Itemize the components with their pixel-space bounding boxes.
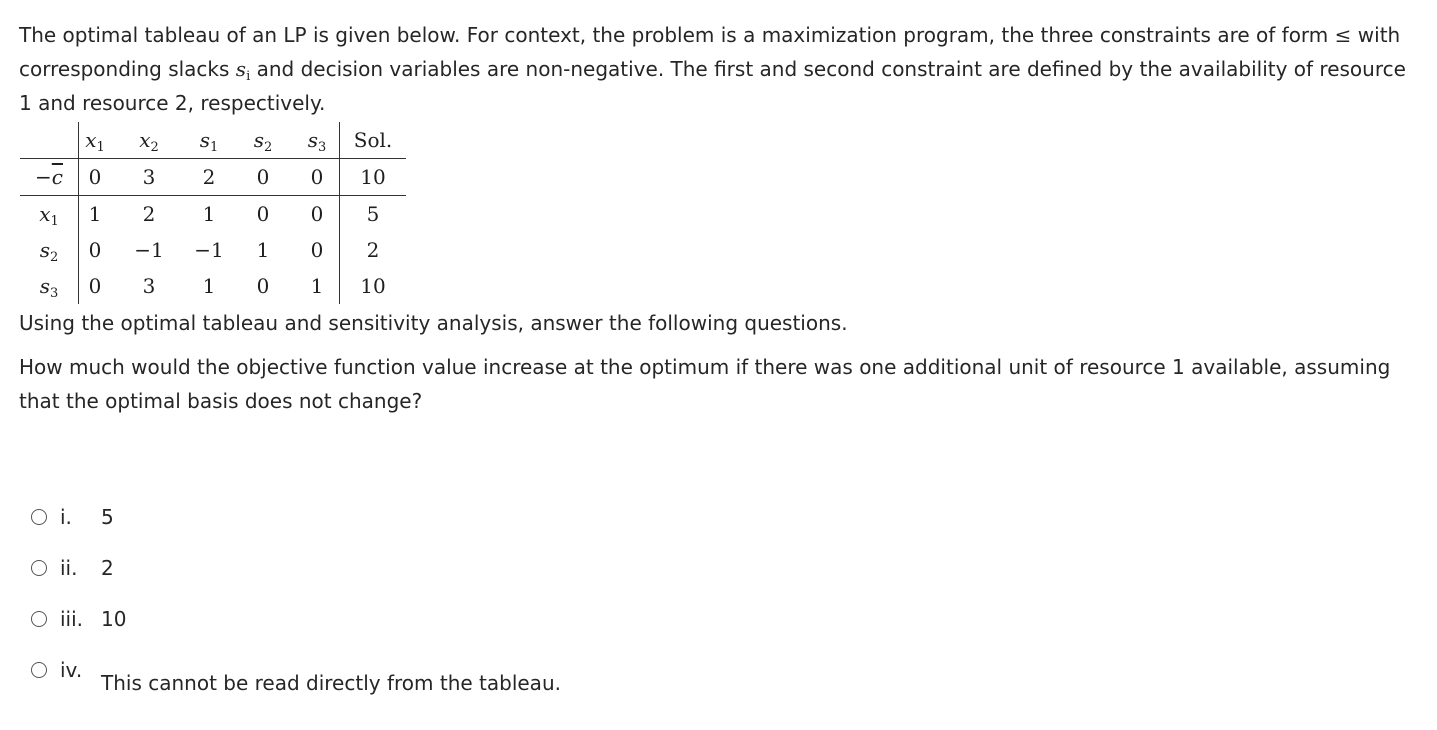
radio-button[interactable] xyxy=(31,560,47,576)
option-text: 10 xyxy=(101,607,127,631)
option-label: iv. xyxy=(60,658,83,682)
tableau-cell: 0 xyxy=(88,238,102,262)
row-label-s3: $s_3$ xyxy=(20,268,79,304)
optimal-tableau xyxy=(20,122,406,304)
radio-button[interactable] xyxy=(31,662,47,678)
row-label-s2: $s_2$ xyxy=(20,232,79,268)
header-x2: $x_2$ xyxy=(111,122,187,159)
option-ii[interactable] xyxy=(31,555,561,606)
tableau-header-row xyxy=(20,122,406,159)
objective-row-label: $-\overline{c}$ xyxy=(20,159,79,196)
header-s3: $s_3$ xyxy=(295,122,340,159)
tableau-cell: 0 xyxy=(231,159,295,196)
tableau-cell: 3 xyxy=(111,159,187,196)
tableau-row-s3 xyxy=(20,268,406,304)
intro-part2: with corresponding slacks xyxy=(19,23,1401,81)
tableau-cell: 0 xyxy=(295,232,340,268)
option-label: iii. xyxy=(60,607,84,631)
tableau-cell: 0 xyxy=(295,196,340,233)
header-x1: $x_1$ xyxy=(79,122,112,159)
intro-part3: and decision variables are non-negative. The first and second constraint are defined by the availability of resource 1 and resource 2, respectively. xyxy=(19,57,1406,115)
header-s1: $s_1$ xyxy=(187,122,231,159)
problem-statement xyxy=(19,18,1424,120)
tableau-cell: −1 xyxy=(194,238,224,262)
tableau-cell: 3 xyxy=(142,274,156,298)
option-iii[interactable] xyxy=(31,606,561,657)
slack-variable xyxy=(235,57,251,84)
slack-var-sub: i xyxy=(246,69,251,84)
tableau-cell: 0 xyxy=(256,202,270,226)
tableau-cell: 0 xyxy=(88,274,102,298)
tableau-cell: 1 xyxy=(256,238,270,262)
question-text: How much would the objective function value increase at the optimum if there was one additional unit of resource 1 available, assuming that the optimal basis does not change? xyxy=(19,355,1391,413)
radio-button[interactable] xyxy=(31,509,47,525)
header-sol: Sol. xyxy=(340,122,407,159)
tableau-cell: 0 xyxy=(79,159,112,196)
leq-symbol: ≤ xyxy=(1334,23,1352,47)
tableau-sol-cell: 2 xyxy=(366,238,380,262)
option-label: i. xyxy=(60,505,72,529)
option-i[interactable] xyxy=(31,504,561,555)
tableau-cell: −1 xyxy=(134,238,164,262)
option-iv[interactable] xyxy=(31,657,561,708)
tableau-cell: 2 xyxy=(142,202,156,226)
tableau-sol-cell: 10 xyxy=(340,159,407,196)
tableau-cell: 1 xyxy=(202,274,216,298)
question-intro: Using the optimal tableau and sensitivity analysis, answer the following questions. xyxy=(19,311,848,335)
option-text: This cannot be read directly from the tableau. xyxy=(101,671,561,695)
tableau-cell: 2 xyxy=(187,159,231,196)
intro-part1: The optimal tableau of an LP is given below. For context, the problem is a maximization program, the three constraints are of form xyxy=(19,23,1329,47)
tableau-corner xyxy=(20,122,79,159)
tableau-cell: 0 xyxy=(256,274,270,298)
option-text: 5 xyxy=(101,505,114,529)
tableau-sol-cell: 5 xyxy=(366,202,380,226)
tableau-cell: 1 xyxy=(295,268,340,304)
radio-button[interactable] xyxy=(31,611,47,627)
option-label: ii. xyxy=(60,556,78,580)
tableau-cell: 0 xyxy=(295,159,340,196)
tableau-row-x1 xyxy=(20,196,406,233)
answer-options xyxy=(31,504,561,708)
tableau-cell: 1 xyxy=(202,202,216,226)
header-s2: $s_2$ xyxy=(231,122,295,159)
slack-var-base: s xyxy=(235,57,247,81)
option-text: 2 xyxy=(101,556,114,580)
tableau-row-s2 xyxy=(20,232,406,268)
tableau-sol-cell: 10 xyxy=(360,274,386,298)
tableau-cell: 1 xyxy=(88,202,102,226)
question-page xyxy=(19,18,1424,418)
row-label-x1: $x_1$ xyxy=(20,196,79,233)
tableau-objective-row xyxy=(20,159,406,196)
